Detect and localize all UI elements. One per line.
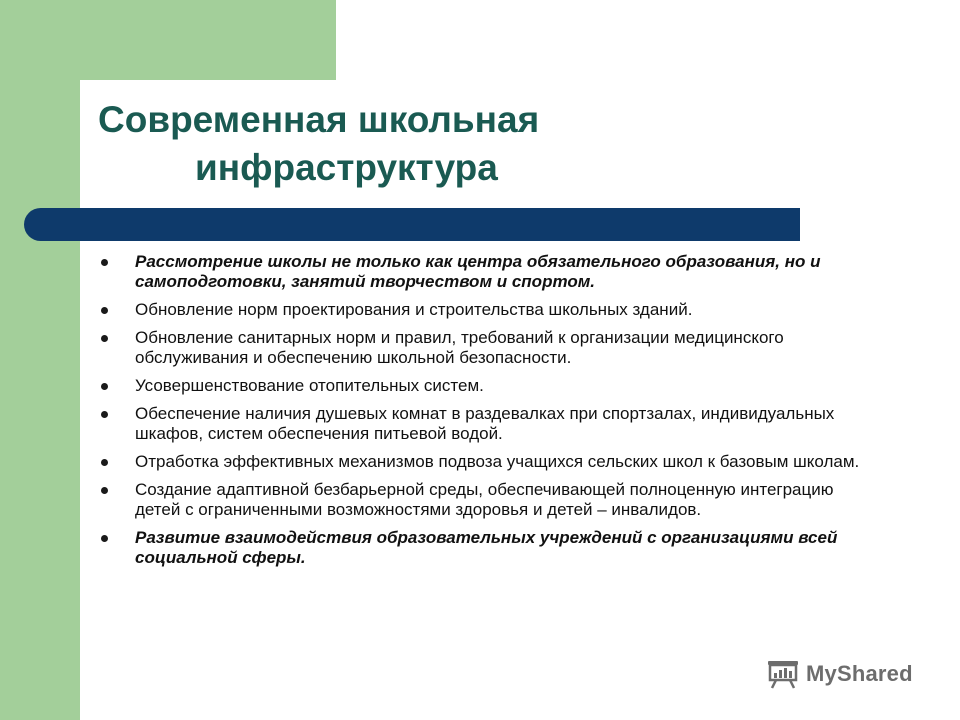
green-top-band — [0, 0, 336, 80]
bullet-item — [100, 300, 860, 320]
green-side-band — [0, 0, 80, 720]
bullet-dot-icon — [101, 335, 108, 342]
bullet-item — [100, 452, 860, 472]
bullet-dot-icon — [101, 535, 108, 542]
bullet-dot-icon — [101, 307, 108, 314]
slide-title-line-2: инфраструктура — [195, 147, 498, 188]
presentation-screen-icon — [766, 658, 800, 690]
bullet-text: Обновление санитарных норм и правил, требований к организации медицинского обслуживания и обеспечению школьной безопасности. — [135, 328, 784, 367]
bullet-item — [100, 528, 860, 568]
bullet-dot-icon — [101, 459, 108, 466]
slide-title-line-1: Современная школьная — [98, 99, 540, 140]
bullet-text: Создание адаптивной безбарьерной среды, обеспечивающей полноценную интеграцию детей с ограниченными возможностями здоровья и детей – инвалидов. — [135, 480, 834, 519]
bullet-dot-icon — [101, 411, 108, 418]
bullet-dot-icon — [101, 487, 108, 494]
bullet-item — [100, 480, 860, 520]
bullet-text: Отработка эффективных механизмов подвоза учащихся сельских школ к базовым школам. — [135, 452, 860, 471]
bullet-item — [100, 376, 860, 396]
bullet-dot-icon — [101, 383, 108, 390]
slide-title — [98, 96, 718, 192]
bullet-text: Обновление норм проектирования и строительства школьных зданий. — [135, 300, 693, 319]
myshared-logo[interactable] — [766, 656, 913, 692]
title-underline-bar — [24, 208, 800, 241]
bullet-text: Усовершенствование отопительных систем. — [135, 376, 484, 395]
bullet-text: Развитие взаимодействия образовательных учреждений с организациями всей социальной сферы. — [135, 528, 838, 567]
bullet-item — [100, 252, 860, 292]
myshared-logo-text: MyShared — [806, 661, 913, 686]
bullet-dot-icon — [101, 259, 108, 266]
bullet-text: Рассмотрение школы не только как центра обязательного образования, но и самоподготовки, занятий творчеством и спортом. — [135, 252, 821, 291]
bullet-item — [100, 404, 860, 444]
bullet-item — [100, 328, 860, 368]
bullet-text: Обеспечение наличия душевых комнат в раздевалках при спортзалах, индивидуальных шкафов, систем обеспечения питьевой водой. — [135, 404, 835, 443]
bullet-list — [100, 252, 860, 576]
